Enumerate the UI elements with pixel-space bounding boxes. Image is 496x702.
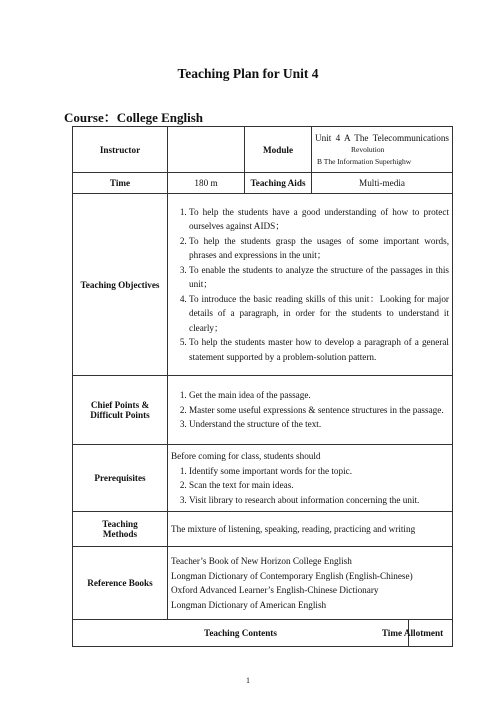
time-allotment-header xyxy=(381,620,453,647)
teaching-aids-value: Multi-media xyxy=(312,173,453,194)
prerequisites-intro: Before coming for class, students should xyxy=(171,451,321,461)
reference-books-value xyxy=(168,547,453,620)
page-title: Teaching Plan for Unit 4 xyxy=(177,66,319,81)
row-teaching-methods xyxy=(73,512,453,547)
teaching-methods-label xyxy=(73,512,168,547)
teaching-aids-label: Teaching Aids xyxy=(245,173,312,194)
prerequisite-item: 3. Visit library to research about information concerning the unit. xyxy=(189,493,449,508)
page-number: 1 xyxy=(246,676,250,685)
chief-points-label xyxy=(73,376,168,445)
teaching-objectives-value xyxy=(168,194,453,376)
time-label: Time xyxy=(73,173,168,194)
objective-item: 4. To introduce the basic reading skills of this unit：Looking for major details of a paragraph, in order for the students to understand it clearly； xyxy=(189,292,449,336)
chief-points-list xyxy=(171,388,449,432)
module-line-1: Unit 4 A The Telecommunications xyxy=(315,132,449,143)
prerequisites-list xyxy=(171,464,449,508)
module-value xyxy=(312,127,453,173)
row-teaching-contents-header xyxy=(73,620,453,647)
course-label: Course：College English xyxy=(64,110,204,125)
objectives-list xyxy=(171,205,449,365)
chief-points-label-line1: Chief Points & xyxy=(90,400,150,410)
reference-book-item: Oxford Advanced Learner’s English-Chinese Dictionary xyxy=(171,585,379,595)
teaching-objectives-label: Teaching Objectives xyxy=(73,194,168,376)
module-line-3: B The Information Superhighw xyxy=(317,156,412,166)
module-line-2: Revolution xyxy=(351,144,385,154)
reference-book-item: Longman Dictionary of Contemporary English (English-Chinese) xyxy=(171,570,413,581)
chief-point-item: 1. Get the main idea of the passage. xyxy=(189,388,449,403)
row-objectives xyxy=(73,194,453,376)
row-chief-points xyxy=(73,376,453,445)
reference-book-item: Teacher’s Book of New Horizon College English xyxy=(171,556,352,566)
teaching-plan-table xyxy=(72,126,453,647)
chief-points-value xyxy=(168,376,453,445)
reference-book-item: Longman Dictionary of American English xyxy=(171,599,327,610)
teaching-methods-value: The mixture of listening, speaking, reading, practicing and writing xyxy=(168,512,453,547)
prerequisite-item: 2. Scan the text for main ideas. xyxy=(189,478,449,493)
reference-books-label: Reference Books xyxy=(73,547,168,620)
objective-item: 5. To help the students master how to develop a paragraph of a general statement supported by a problem-solution pattern. xyxy=(189,335,449,364)
time-value: 180 m xyxy=(168,173,245,194)
row-instructor xyxy=(73,127,453,173)
objective-item: 1. To help the students have a good understanding of how to protect ourselves against AIDS； xyxy=(189,205,449,234)
prerequisites-label: Prerequisites xyxy=(73,445,168,512)
objective-item: 2. To help the students grasp the usages of some important words, phrases and expressions in the unit； xyxy=(189,234,449,263)
teaching-methods-label-line1: Teaching xyxy=(102,519,138,529)
instructor-value xyxy=(168,127,245,173)
chief-points-label-line2: Difficult Points xyxy=(90,410,150,420)
module-label: Module xyxy=(245,127,312,173)
prerequisite-item: 1. Identify some important words for the topic. xyxy=(189,464,449,479)
teaching-contents-header: Teaching Contents xyxy=(73,620,409,647)
time-allotment-header-text: Time Allotment xyxy=(381,628,444,638)
row-time xyxy=(73,173,453,194)
chief-point-item: 2. Master some useful expressions & sentence structures in the passage. xyxy=(189,403,449,418)
teaching-methods-label-line2: Methods xyxy=(102,529,138,539)
reference-books-list xyxy=(171,554,449,612)
row-reference-books xyxy=(73,547,453,620)
row-prerequisites xyxy=(73,445,453,512)
chief-point-item: 3. Understand the structure of the text. xyxy=(189,417,449,432)
prerequisites-value xyxy=(168,445,453,512)
objective-item: 3. To enable the students to analyze the structure of the passages in this unit； xyxy=(189,263,449,292)
instructor-label: Instructor xyxy=(73,127,168,173)
